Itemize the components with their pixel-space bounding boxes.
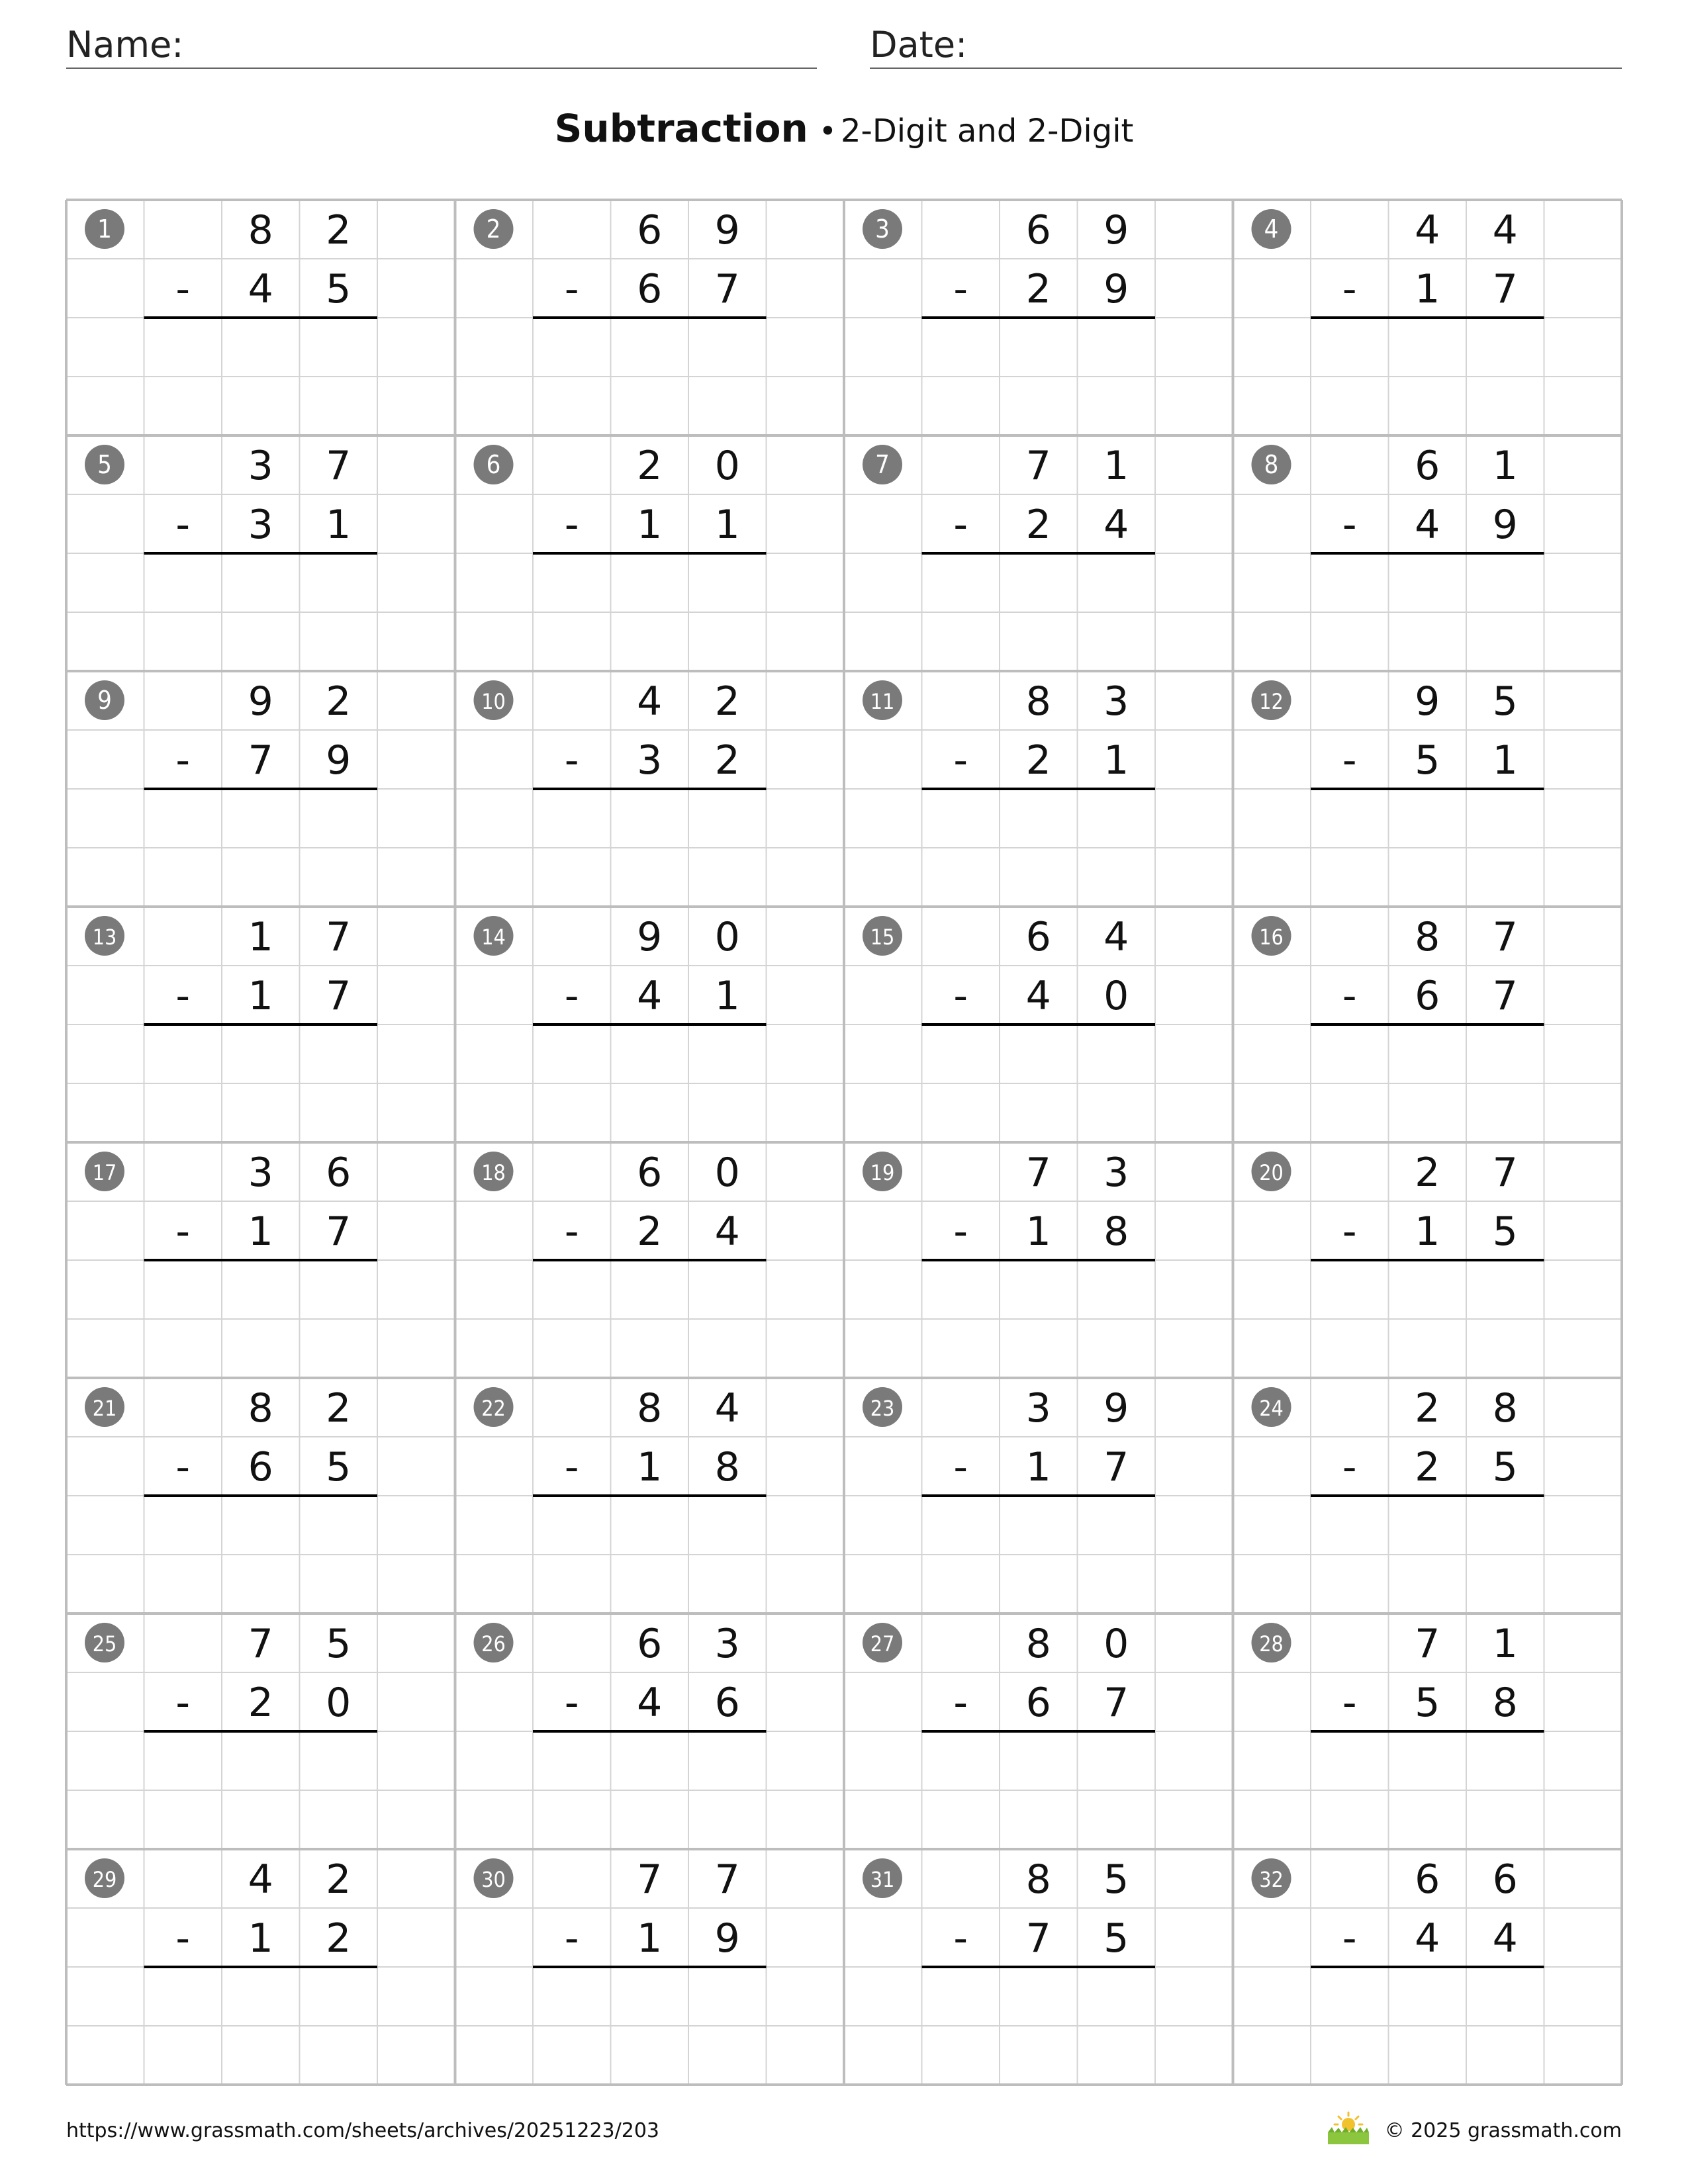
minus-sign: - — [1342, 266, 1357, 312]
problem-number: 4 — [1264, 214, 1279, 244]
minuend-digit: 2 — [1415, 1150, 1440, 1196]
minuend-digit: 6 — [637, 1150, 663, 1196]
minuend-digit: 3 — [248, 1150, 273, 1196]
minuend-digit: 2 — [326, 1856, 352, 1903]
subtrahend-digit: 7 — [1103, 1680, 1129, 1726]
subtrahend-digit: 1 — [248, 1208, 273, 1255]
problem-number: 5 — [97, 450, 112, 479]
minus-sign: - — [564, 1208, 579, 1255]
problem-number: 26 — [481, 1631, 506, 1657]
problem-number: 6 — [486, 450, 501, 479]
title-subtitle: 2-Digit and 2-Digit — [840, 113, 1134, 150]
problem-number: 21 — [92, 1396, 117, 1421]
subtrahend-digit: 3 — [248, 502, 273, 548]
problem-number: 17 — [92, 1160, 117, 1185]
subtrahend-digit: 7 — [326, 1208, 352, 1255]
subtrahend-digit: 4 — [637, 1680, 663, 1726]
subtrahend-digit: 9 — [1492, 502, 1518, 548]
problem-number: 24 — [1259, 1396, 1284, 1421]
subtrahend-digit: 5 — [1103, 1915, 1129, 1962]
subtrahend-digit: 7 — [326, 973, 352, 1019]
minuend-digit: 6 — [1415, 443, 1440, 489]
subtrahend-digit: 7 — [248, 737, 273, 784]
minuend-digit: 3 — [1103, 678, 1129, 725]
subtrahend-digit: 5 — [1415, 737, 1440, 784]
minuend-digit: 8 — [1025, 1621, 1051, 1667]
minuend-digit: 7 — [637, 1856, 663, 1903]
problem-number: 12 — [1259, 689, 1284, 714]
subtrahend-digit: 1 — [248, 973, 273, 1019]
grass-sun-logo-icon — [1325, 2110, 1372, 2147]
minuend-digit: 7 — [1025, 443, 1051, 489]
minuend-digit: 8 — [1492, 1385, 1518, 1432]
minuend-digit: 6 — [637, 207, 663, 253]
minuend-digit: 3 — [1025, 1385, 1051, 1432]
minuend-digit: 9 — [1103, 1385, 1129, 1432]
subtrahend-digit: 2 — [714, 737, 740, 784]
subtrahend-digit: 9 — [714, 1915, 740, 1962]
minuend-digit: 2 — [326, 1385, 352, 1432]
minuend-digit: 8 — [637, 1385, 663, 1432]
minus-sign: - — [953, 502, 968, 548]
minuend-digit: 8 — [248, 207, 273, 253]
problem-number: 8 — [1264, 450, 1279, 479]
problem-number: 30 — [481, 1867, 506, 1892]
minus-sign: - — [175, 1680, 191, 1726]
problem-number: 9 — [97, 686, 112, 715]
minuend-digit: 0 — [714, 1150, 740, 1196]
problem-number: 22 — [481, 1396, 506, 1421]
subtrahend-digit: 1 — [637, 1915, 663, 1962]
minuend-digit: 7 — [248, 1621, 273, 1667]
minuend-digit: 8 — [1025, 1856, 1051, 1903]
name-label: Name: — [66, 24, 184, 66]
subtrahend-digit: 4 — [714, 1208, 740, 1255]
subtrahend-digit: 4 — [1025, 973, 1051, 1019]
minuend-digit: 1 — [1492, 1621, 1518, 1667]
minuend-digit: 3 — [1103, 1150, 1129, 1196]
subtrahend-digit: 2 — [248, 1680, 273, 1726]
subtrahend-digit: 1 — [1415, 1208, 1440, 1255]
subtrahend-digit: 6 — [248, 1444, 273, 1490]
subtrahend-digit: 5 — [1415, 1680, 1440, 1726]
minuend-digit: 8 — [1415, 914, 1440, 960]
subtrahend-digit: 1 — [1025, 1444, 1051, 1490]
minus-sign: - — [1342, 1444, 1357, 1490]
subtrahend-digit: 6 — [714, 1680, 740, 1726]
minus-sign: - — [1342, 1915, 1357, 1962]
footer-url: https://www.grassmath.com/sheets/archives/20251223/203 — [66, 2119, 660, 2142]
minuend-digit: 0 — [714, 914, 740, 960]
minuend-digit: 7 — [1492, 914, 1518, 960]
minuend-digit: 2 — [326, 678, 352, 725]
minuend-digit: 6 — [326, 1150, 352, 1196]
subtrahend-digit: 4 — [1415, 1915, 1440, 1962]
minuend-digit: 7 — [326, 914, 352, 960]
subtrahend-digit: 1 — [637, 1444, 663, 1490]
problem-number: 32 — [1259, 1867, 1284, 1892]
problem-number: 23 — [870, 1396, 895, 1421]
minuend-digit: 4 — [637, 678, 663, 725]
subtrahend-digit: 5 — [1492, 1444, 1518, 1490]
subtrahend-digit: 7 — [1025, 1915, 1051, 1962]
problem-number: 31 — [870, 1867, 895, 1892]
minus-sign: - — [564, 266, 579, 312]
minuend-digit: 7 — [1415, 1621, 1440, 1667]
minuend-digit: 9 — [637, 914, 663, 960]
minuend-digit: 9 — [248, 678, 273, 725]
subtrahend-digit: 4 — [1492, 1915, 1518, 1962]
subtrahend-digit: 4 — [637, 973, 663, 1019]
minus-sign: - — [175, 266, 191, 312]
minuend-digit: 7 — [1025, 1150, 1051, 1196]
subtrahend-digit: 2 — [637, 1208, 663, 1255]
subtrahend-digit: 2 — [326, 1915, 352, 1962]
subtrahend-digit: 1 — [714, 973, 740, 1019]
minuend-digit: 4 — [1415, 207, 1440, 253]
problem-number: 27 — [870, 1631, 895, 1657]
title-main: Subtraction — [554, 106, 808, 151]
subtrahend-digit: 0 — [326, 1680, 352, 1726]
minus-sign: - — [953, 1680, 968, 1726]
problem-number: 28 — [1259, 1631, 1284, 1657]
subtrahend-digit: 7 — [1103, 1444, 1129, 1490]
problem-number: 2 — [486, 214, 501, 244]
minuend-digit: 7 — [326, 443, 352, 489]
subtrahend-digit: 7 — [1492, 973, 1518, 1019]
subtrahend-digit: 7 — [1492, 266, 1518, 312]
problem-number: 15 — [870, 925, 895, 950]
subtrahend-digit: 8 — [1103, 1208, 1129, 1255]
subtrahend-digit: 2 — [1025, 266, 1051, 312]
subtrahend-digit: 6 — [637, 266, 663, 312]
subtrahend-digit: 0 — [1103, 973, 1129, 1019]
problem-number: 1 — [97, 214, 112, 244]
minuend-digit: 7 — [714, 1856, 740, 1903]
minuend-digit: 4 — [714, 1385, 740, 1432]
minus-sign: - — [175, 1444, 191, 1490]
minus-sign: - — [953, 973, 968, 1019]
minuend-digit: 6 — [1025, 914, 1051, 960]
subtrahend-digit: 1 — [326, 502, 352, 548]
subtrahend-digit: 1 — [1492, 737, 1518, 784]
subtrahend-digit: 2 — [1025, 502, 1051, 548]
minuend-digit: 2 — [326, 207, 352, 253]
problem-number: 16 — [1259, 925, 1284, 950]
minuend-digit: 9 — [1103, 207, 1129, 253]
minus-sign: - — [1342, 973, 1357, 1019]
minuend-digit: 4 — [1492, 207, 1518, 253]
minus-sign: - — [175, 973, 191, 1019]
minuend-digit: 6 — [1025, 207, 1051, 253]
minuend-digit: 5 — [1492, 678, 1518, 725]
problem-number: 10 — [481, 689, 506, 714]
footer-copyright: © 2025 grassmath.com — [1384, 2119, 1622, 2142]
subtrahend-digit: 1 — [1025, 1208, 1051, 1255]
date-label: Date: — [870, 24, 968, 66]
problem-number: 3 — [875, 214, 890, 244]
problem-number: 13 — [92, 925, 117, 950]
minuend-digit: 7 — [1492, 1150, 1518, 1196]
problem-number: 11 — [870, 689, 895, 714]
minuend-digit: 5 — [1103, 1856, 1129, 1903]
problem-number: 14 — [481, 925, 506, 950]
minus-sign: - — [564, 973, 579, 1019]
subtrahend-digit: 5 — [1492, 1208, 1518, 1255]
minus-sign: - — [953, 1208, 968, 1255]
minuend-digit: 6 — [637, 1621, 663, 1667]
subtrahend-digit: 2 — [1415, 1444, 1440, 1490]
minuend-digit: 3 — [248, 443, 273, 489]
subtrahend-digit: 5 — [326, 266, 352, 312]
subtrahend-digit: 8 — [714, 1444, 740, 1490]
subtrahend-digit: 5 — [326, 1444, 352, 1490]
minus-sign: - — [953, 1444, 968, 1490]
minuend-digit: 2 — [637, 443, 663, 489]
minus-sign: - — [175, 737, 191, 784]
minuend-digit: 9 — [1415, 678, 1440, 725]
minus-sign: - — [564, 737, 579, 784]
problem-number: 20 — [1259, 1160, 1284, 1185]
problem-number: 25 — [92, 1631, 117, 1657]
minus-sign: - — [953, 737, 968, 784]
subtrahend-digit: 9 — [1103, 266, 1129, 312]
minus-sign: - — [953, 1915, 968, 1962]
minus-sign: - — [564, 1680, 579, 1726]
subtrahend-digit: 6 — [1415, 973, 1440, 1019]
subtrahend-digit: 1 — [637, 502, 663, 548]
subtrahend-digit: 1 — [248, 1915, 273, 1962]
minus-sign: - — [1342, 1208, 1357, 1255]
problem-number: 18 — [481, 1160, 506, 1185]
minus-sign: - — [564, 502, 579, 548]
minus-sign: - — [564, 1915, 579, 1962]
minus-sign: - — [564, 1444, 579, 1490]
subtrahend-digit: 8 — [1492, 1680, 1518, 1726]
subtrahend-digit: 4 — [1103, 502, 1129, 548]
problem-number: 7 — [875, 450, 890, 479]
minuend-digit: 5 — [326, 1621, 352, 1667]
problem-number: 19 — [870, 1160, 895, 1185]
minuend-digit: 6 — [1415, 1856, 1440, 1903]
minuend-digit: 8 — [1025, 678, 1051, 725]
subtrahend-digit: 1 — [1103, 737, 1129, 784]
minuend-digit: 0 — [714, 443, 740, 489]
minus-sign: - — [953, 266, 968, 312]
minuend-digit: 2 — [714, 678, 740, 725]
subtrahend-digit: 1 — [1415, 266, 1440, 312]
subtrahend-digit: 1 — [714, 502, 740, 548]
subtrahend-digit: 9 — [326, 737, 352, 784]
minus-sign: - — [175, 1208, 191, 1255]
subtrahend-digit: 4 — [248, 266, 273, 312]
minuend-digit: 0 — [1103, 1621, 1129, 1667]
minus-sign: - — [1342, 1680, 1357, 1726]
subtrahend-digit: 6 — [1025, 1680, 1051, 1726]
minuend-digit: 3 — [714, 1621, 740, 1667]
minus-sign: - — [1342, 737, 1357, 784]
subtrahend-digit: 2 — [1025, 737, 1051, 784]
minus-sign: - — [175, 502, 191, 548]
minuend-digit: 1 — [1492, 443, 1518, 489]
subtrahend-digit: 4 — [1415, 502, 1440, 548]
minuend-digit: 8 — [248, 1385, 273, 1432]
problem-number: 29 — [92, 1867, 117, 1892]
title-separator: • — [818, 113, 837, 149]
minuend-digit: 4 — [248, 1856, 273, 1903]
minuend-digit: 4 — [1103, 914, 1129, 960]
subtrahend-digit: 7 — [714, 266, 740, 312]
minuend-digit: 9 — [714, 207, 740, 253]
minuend-digit: 2 — [1415, 1385, 1440, 1432]
minuend-digit: 6 — [1492, 1856, 1518, 1903]
minus-sign: - — [175, 1915, 191, 1962]
minus-sign: - — [1342, 502, 1357, 548]
minuend-digit: 1 — [248, 914, 273, 960]
minuend-digit: 1 — [1103, 443, 1129, 489]
subtrahend-digit: 3 — [637, 737, 663, 784]
